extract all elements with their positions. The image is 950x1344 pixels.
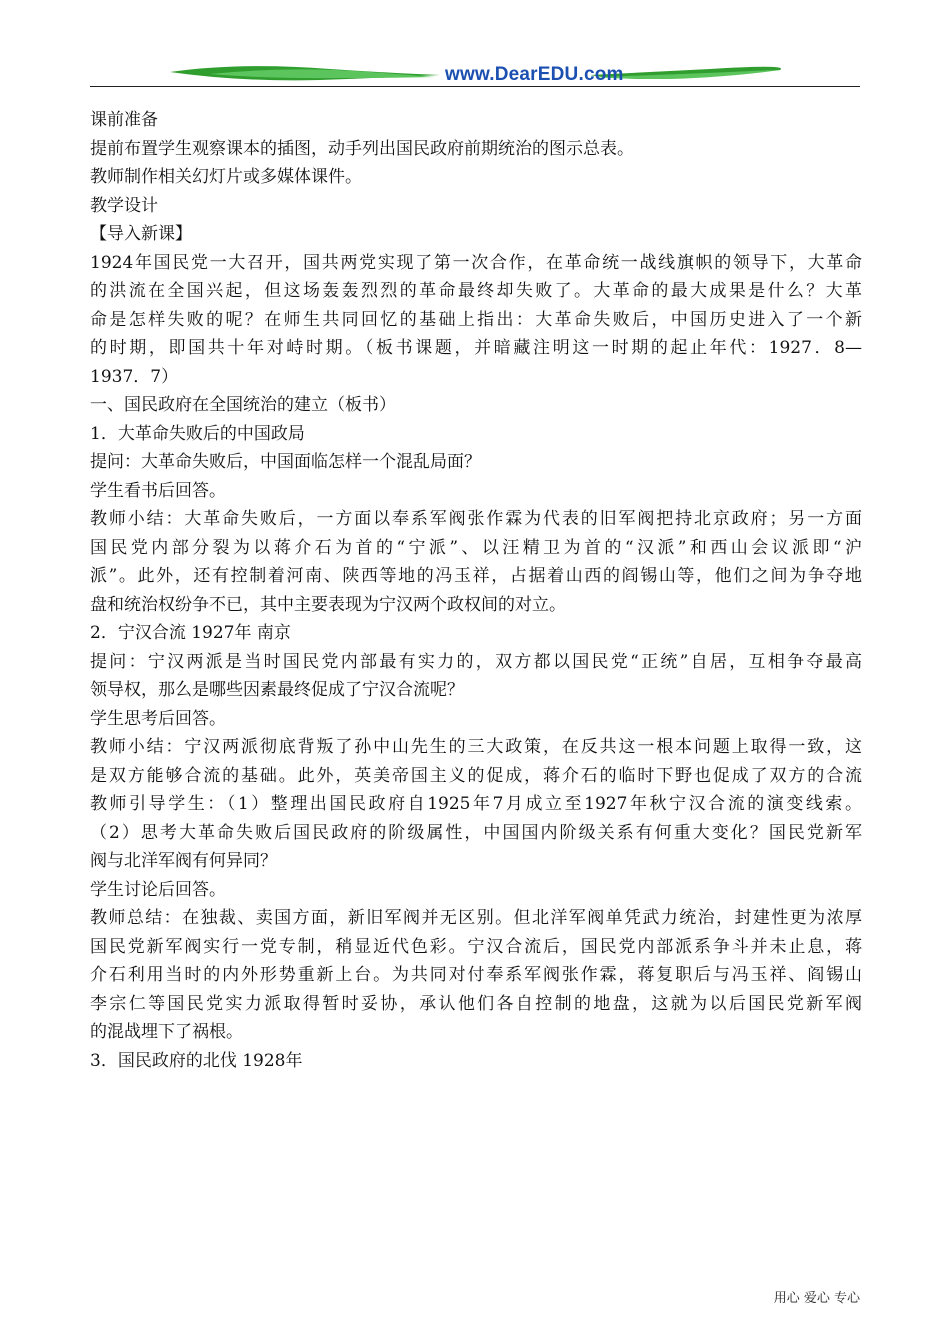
text-line: 教师引导学生：（1）整理出国民政府自1925年7月成立至1927年秋宁汉合流的演变线索。 xyxy=(90,794,862,814)
text-line: 的时期，即国共十年对峙时期。（板书课题，并暗藏注明这一时期的起止年代：1927．8— xyxy=(90,338,862,358)
text-line: 学生讨论后回答。 xyxy=(90,879,226,900)
text-line: 2．宁汉合流 1927年 南京 xyxy=(90,623,291,643)
text-line: 国民党内部分裂为以蒋介石为首的“宁派”、以汪精卫为首的“汉派”和西山会议派即“沪 xyxy=(90,537,862,558)
text-line: 命是怎样失败的呢？在师生共同回忆的基础上指出：大革命失败后，中国历史进入了一个新 xyxy=(90,309,862,330)
text-line: 学生思考后回答。 xyxy=(90,708,226,729)
text-line: 的混战埋下了祸根。 xyxy=(90,1022,243,1042)
text-line: 阀与北洋军阀有何异同？ xyxy=(90,851,277,871)
text-line: 【导入新课】 xyxy=(90,224,192,244)
text-line: 教师小结：大革命失败后，一方面以奉系军阀张作霖为代表的旧军阀把持北京政府；另一方面 xyxy=(90,509,862,529)
page-header xyxy=(90,58,860,92)
site-logo[interactable]: www.DearEDU.com xyxy=(445,64,624,85)
header-rule xyxy=(90,86,860,87)
text-line: 3．国民政府的北伐 1928年 xyxy=(90,1050,303,1071)
text-line: 1924年国民党一大召开，国共两党实现了第一次合作，在革命统一战线旗帜的领导下，大革命 xyxy=(90,252,862,273)
text-line: 提前布置学生观察课本的插图，动手列出国民政府前期统治的图示总表。 xyxy=(90,138,634,159)
text-line: 是双方能够合流的基础。此外，英美帝国主义的促成，蒋介石的临时下野也促成了双方的合流 xyxy=(90,765,862,786)
text-line: （2）思考大革命失败后国民政府的阶级属性，中国国内阶级关系有何重大变化？国民党新军 xyxy=(90,822,862,843)
text-line: 1．大革命失败后的中国政局 xyxy=(90,423,305,444)
text-line: 提问：宁汉两派是当时国民党内部最有实力的，双方都以国民党“正统”自居，互相争夺最高 xyxy=(90,651,862,672)
text-line: 领导权，那么是哪些因素最终促成了宁汉合流呢？ xyxy=(90,680,464,700)
text-line: 1937．7） xyxy=(90,366,179,387)
text-line: 国民党新军阀实行一党专制，稍显近代色彩。宁汉合流后，国民党内部派系争斗并未止息，蒋 xyxy=(90,936,862,957)
text-line: 一、国民政府在全国统治的建立（板书） xyxy=(90,395,396,415)
text-line: 盘和统治权纷争不已，其中主要表现为宁汉两个政权间的对立。 xyxy=(90,594,566,615)
text-line: 提问：大革命失败后，中国面临怎样一个混乱局面？ xyxy=(90,452,481,472)
text-line: 教师小结：宁汉两派彻底背叛了孙中山先生的三大政策，在反共这一根本问题上取得一致，这 xyxy=(90,737,862,757)
text-line: 教师制作相关幻灯片或多媒体课件。 xyxy=(90,167,362,187)
page-footer: 用心 爱心 专心 xyxy=(773,1291,860,1306)
text-line: 介石利用当时的内外形势重新上台。为共同对付奉系军阀张作霖，蒋复职后与冯玉祥、阎锡山 xyxy=(90,965,862,985)
document-body xyxy=(90,106,862,1075)
text-line: 派”。此外，还有控制着河南、陕西等地的冯玉祥，占据着山西的阎锡山等，他们之间为争夺地 xyxy=(90,566,862,586)
text-line: 教学设计 xyxy=(90,195,158,216)
text-line: 学生看书后回答。 xyxy=(90,480,226,501)
text-line: 教师总结：在独裁、卖国方面，新旧军阀并无区别。但北洋军阀单凭武力统治，封建性更为浓厚 xyxy=(90,908,862,928)
text-line: 李宗仁等国民党实力派取得暂时妥协，承认他们各自控制的地盘，这就为以后国民党新军阀 xyxy=(90,993,862,1014)
text-line: 的洪流在全国兴起，但这场轰轰烈烈的革命最终却失败了。大革命的最大成果是什么？大革 xyxy=(90,281,862,301)
text-line: 课前准备 xyxy=(90,110,158,130)
